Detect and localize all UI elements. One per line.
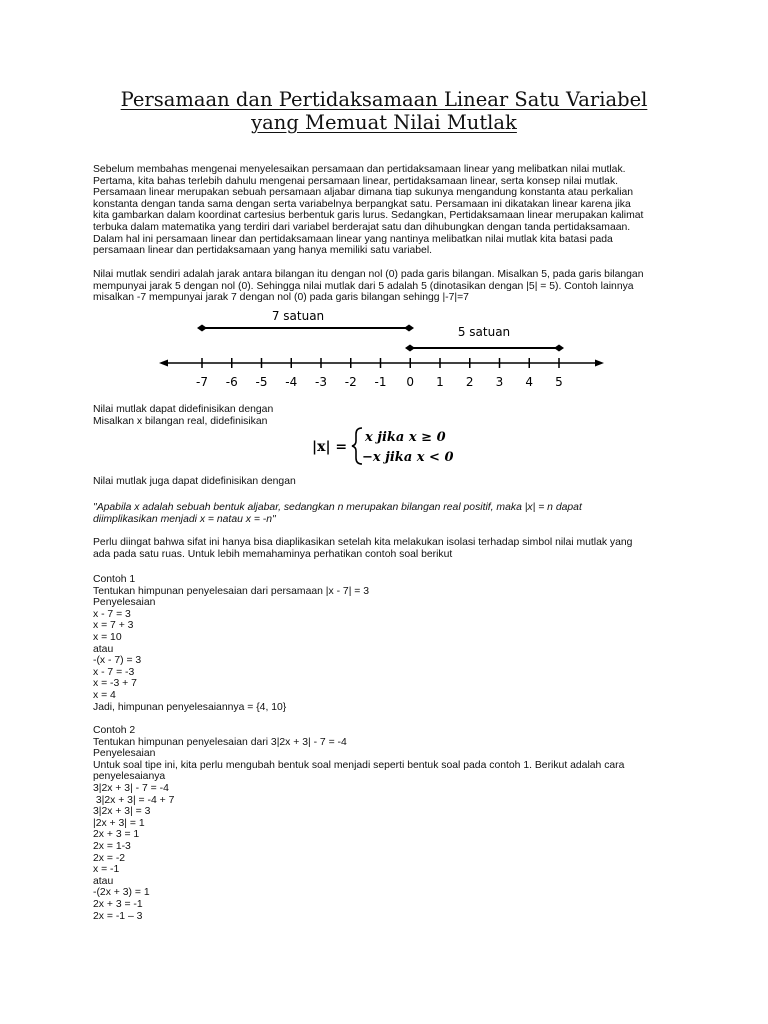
text-line: misalkan -7 mempunyai jarak 7 dengan nol (0) pada garis bilangan sehingg |-7|=7 <box>93 292 469 304</box>
text-line: Nilai mutlak juga dapat didefinisikan dengan <box>93 476 296 487</box>
tick-label: -6 <box>225 375 238 389</box>
left-diamond-marker <box>197 325 207 332</box>
tick-label: -7 <box>196 375 208 389</box>
text-line: 3|2x + 3| = -4 + 7 <box>93 794 175 806</box>
right-diamond-marker <box>404 325 414 332</box>
text-line: Contoh 1 <box>93 574 136 585</box>
text-line: Nilai mutlak dapat didefinisikan dengan <box>93 404 274 415</box>
text-line: atau <box>93 643 114 655</box>
juga-line <box>93 476 693 488</box>
text-line: |2x + 3| = 1 <box>93 817 145 829</box>
text-line: Untuk soal tipe ini, kita perlu mengubah bentuk soal menjadi seperti bentuk soal pada contoh 1. Berikut adalah cara <box>93 759 625 771</box>
tick-label: -2 <box>344 375 357 389</box>
perlu-paragraph <box>93 537 693 560</box>
text-line: Nilai mutlak sendiri adalah jarak antara bilangan itu dengan nol (0) pada garis bilangan. Misalkan 5, pada garis bilangan <box>93 269 644 280</box>
tick-label: 0 <box>406 375 415 389</box>
contoh-2-block <box>93 725 693 922</box>
formula-case-1: x jika x ≥ 0 <box>365 430 446 445</box>
text-line: "Apabila x adalah sebuah bentuk aljabar, sedangkan n merupakan bilangan real positif, maka |x| = n dapat <box>93 502 582 513</box>
text-line: Pertama, kita bahas terlebih dahulu mengenai persamaan linear, pertidaksamaan linear, serta konsep nilai mutlak. <box>93 175 619 187</box>
text-line: 2x = 1-3 <box>93 840 131 852</box>
text-line: persamaan linear dan pertidaksamaan yang hanya memiliki satu variabel. <box>93 245 433 257</box>
text-line: 2x + 3 = 1 <box>93 829 140 841</box>
text-line: konstanta dengan tanda sama dengan serta variabelnya berpangkat satu. Persamaan ini dikatakan linear karena jika <box>93 198 631 210</box>
zero-diamond-marker <box>405 345 415 352</box>
text-line: Persamaan linear merupakan sebuah persamaan aljabar dimana tiap sukunya mengandung konstanta atau perkalian <box>93 187 634 199</box>
text-line: x = -1 <box>93 864 120 876</box>
text-line: penyelesaianya <box>93 771 166 783</box>
text-line: -(2x + 3) = 1 <box>93 887 150 899</box>
tick-label: -3 <box>315 375 327 389</box>
title-line-1: Persamaan dan Pertidaksamaan Linear Satu Variabel <box>120 88 648 111</box>
seven-units-label: 7 satuan <box>271 309 325 323</box>
text-line: x - 7 = -3 <box>93 666 135 678</box>
absolute-value-definition <box>310 424 470 468</box>
formula-lhs: |x| = <box>312 439 348 455</box>
text-line: 3|2x + 3| = 3 <box>93 806 151 818</box>
text-line: 3|2x + 3| - 7 = -4 <box>93 782 169 794</box>
tick-label: 4 <box>525 375 534 389</box>
text-line: mempunyai jarak 5 dengan nol (0). Sehingga nilai mutlak dari 5 adalah 5 (dinotasikan dengan |5| = 5). Contoh lainnya <box>93 280 634 292</box>
text-line: Tentukan himpunan penyelesaian dari 3|2x + 3| - 7 = -4 <box>93 736 347 748</box>
text-line: 2x + 3 = -1 <box>93 898 143 910</box>
number-line-figure <box>150 304 610 396</box>
text-line: ada pada satu ruas. Untuk lebih memahaminya perhatikan contoh soal berikut <box>93 548 453 560</box>
left-brace-icon <box>352 428 362 464</box>
formula-case-2: −x jika x < 0 <box>362 450 454 465</box>
title-line-2: yang Memuat Nilai Mutlak <box>251 111 517 134</box>
text-line: 2x = -2 <box>93 852 126 864</box>
text-line: x = 4 <box>93 689 116 701</box>
text-line: diimplikasikan menjadi x = natau x = -n" <box>93 513 276 525</box>
text-line: kita gambarkan dalam koordinat cartesius berbentuk garis lurus. Sedangkan, Pertidaksamaan linear merupakan kalimat <box>93 210 644 222</box>
five-diamond-marker <box>554 345 564 352</box>
tick-label: 2 <box>465 375 474 389</box>
text-line: Tentukan himpunan penyelesaian dari persamaan |x - 7| = 3 <box>93 585 370 597</box>
text-line: atau <box>93 875 114 887</box>
text-line: Dalam hal ini persamaan linear dan pertidaksamaan linear yang nantinya melibatkan nilai mutlak kita batasi pada <box>93 233 613 245</box>
axis-right-arrow <box>595 360 604 367</box>
quote-block <box>93 502 693 525</box>
tick-label: 5 <box>555 375 563 389</box>
tick-label: 1 <box>436 375 444 389</box>
text-line: Perlu diingat bahwa sifat ini hanya bisa diaplikasikan setelah kita melakukan isolasi terhadap simbol nilai mutlak yang <box>93 537 633 548</box>
text-line: Penyelesaian <box>93 597 156 609</box>
text-line: Misalkan x bilangan real, didefinisikan <box>93 415 268 427</box>
five-units-label: 5 satuan <box>457 325 511 339</box>
axis-left-arrow <box>159 360 168 367</box>
page-title <box>0 88 768 134</box>
nilai-mutlak-paragraph <box>93 269 693 304</box>
text-line: 2x = -1 – 3 <box>93 910 143 922</box>
text-line: -(x - 7) = 3 <box>93 655 142 667</box>
text-line: x = -3 + 7 <box>93 678 137 690</box>
tick-label: -1 <box>374 375 387 389</box>
text-line: Contoh 2 <box>93 725 136 736</box>
text-line: Jadi, himpunan penyelesaiannya = {4, 10} <box>93 701 287 713</box>
text-line: x = 7 + 3 <box>93 620 134 632</box>
text-line: terbuka dalam matematika yang terdiri dari variabel berderajat satu dan dihubungkan dengan tanda pertidaksamaan. <box>93 221 631 233</box>
tick-label: -5 <box>255 375 268 389</box>
contoh-1-block <box>93 574 693 713</box>
tick-label: -4 <box>285 375 298 389</box>
text-line: Sebelum membahas mengenai menyelesaikan persamaan dan pertidaksamaan linear yang melibatkan nilai mutlak. <box>93 164 626 175</box>
tick-label: 3 <box>495 375 504 389</box>
intro-paragraph <box>93 164 693 257</box>
text-line: x - 7 = 3 <box>93 608 131 620</box>
text-line: x = 10 <box>93 631 122 643</box>
text-line: Penyelesaian <box>93 748 156 760</box>
